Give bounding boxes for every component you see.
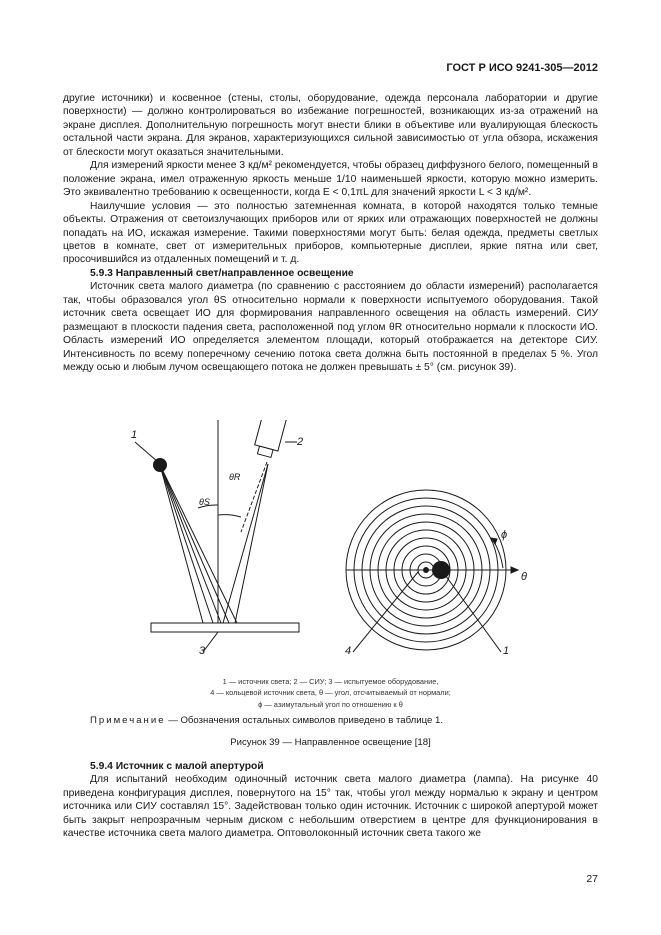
label-1-right: 1 bbox=[503, 645, 510, 657]
paragraph: Наилучшие условия — это полностью затемненная комната, в которой находятся только темные объекты. Отражения от светоизлучающих приборов или от ярких или отражающих поверхностей не должны попадать на ИО, искажая измерение. Такими поверхностями могут быть: белая одежда, предметы светлых цветов в комнате, свет от измерительных приборов, компьютерные дисплеи, яркие пятна или свет, просочившийся из отдаленных помещений и т. д. bbox=[63, 200, 598, 266]
body-text-top bbox=[63, 92, 598, 375]
page-number: 27 bbox=[586, 873, 598, 885]
section-heading: 5.9.3 Направленный свет/направленное освещение bbox=[90, 267, 354, 279]
legend-line-2: 4 — кольцевой источник света, θ — угол, отсчитываемый от нормали; bbox=[210, 688, 451, 698]
paragraph: Для испытаний необходим одиночный источник света малого диаметра (лампа). На рисунке 40 приведена конфигурация дисплея, повернутого на 15° так, чтобы угол между нормалью к экрану и центром источника или СИУ составлял 15°. Задействован только один источник. Источник с широкой апертурой может быть закрыт непрозрачным черным диском с небольшим отверстием в центре для функционирования в качестве источника света малого диаметра. Оптоволоконный источник света такого же bbox=[63, 774, 598, 840]
legend-line-3: ϕ — азимутальный угол по отношению к θ bbox=[258, 699, 403, 709]
source-dot-right bbox=[432, 561, 450, 579]
note-label: Примечание bbox=[90, 715, 166, 726]
figure-legend bbox=[63, 676, 598, 710]
body-text-bottom bbox=[63, 760, 598, 841]
paragraph: другие источники) и косвенное (стены, столы, оборудование, одежда персонала лаборатории и другие поверхности) — должно контролироваться во избежание погрешностей, возникающих из-за отражений на экране дисплея. Дополнительную погрешность могут внести блики в объективе или вуалирующая блескость остальной части экрана. Для экранов, характеризующихся сильной зависимостью от угла обзора, искажения от блескости могут оказаться значительными. bbox=[63, 93, 598, 158]
directional-light-diagram bbox=[63, 420, 598, 660]
figure-note bbox=[90, 715, 443, 726]
legend-line-1: 1 — источник света; 2 — СИУ; 3 — испытуемое оборудование, bbox=[222, 677, 439, 686]
label-theta-r: θR bbox=[229, 472, 241, 482]
section-heading: 5.9.4 Источник с малой апертурой bbox=[90, 761, 264, 772]
figure-39 bbox=[63, 420, 598, 660]
figure-caption: Рисунок 39 — Направленное освещение [18] bbox=[230, 737, 431, 748]
note-text: — Обозначения остальных символов приведено в таблице 1. bbox=[165, 715, 444, 726]
equipment-slab bbox=[151, 623, 299, 632]
label-4: 4 bbox=[345, 645, 352, 657]
light-source-dot bbox=[153, 458, 167, 472]
label-2: 2 bbox=[297, 436, 304, 448]
label-1: 1 bbox=[131, 429, 138, 441]
document-header: ГОСТ Р ИСО 9241-305—2012 bbox=[446, 62, 598, 74]
label-phi: ϕ bbox=[501, 529, 508, 541]
label-theta: θ bbox=[521, 571, 527, 583]
label-3: 3 bbox=[199, 645, 206, 657]
paragraph: Источник света малого диаметра (по сравнению с расстоянием до области измерений) располагается так, чтобы образовался угол θS относительно нормали к поверхности испытуемого оборудования. Такой источник света освещает ИО для формирования направленного освещения на область измерений. СИУ размещают в плоскости падения света, расположенной под углом θR относительно нормали к плоскости ИО. Область измерений ИО определяется элементом площади, который отображается на детекторе СИУ. Интенсивность по всему поперечному сечению потока света должна быть постоянной в пределах 5 %. Угол между осью и любым лучом освещающего потока не должен превышать ± 5° (см. рисунок 39). bbox=[63, 281, 598, 374]
meter-body bbox=[253, 420, 288, 459]
label-theta-s: θS bbox=[199, 497, 210, 507]
paragraph: Для измерений яркости менее 3 кд/м² рекомендуется, чтобы образец диффузного белого, помещенный в положение экрана, имел отраженную яркость меньше 1/10 наименьшей яркости, которую можно измерить. Это эквивалентно требованию к освещенности, когда E < 0,1πL для значений яркости L < 3 кд/м². bbox=[63, 160, 598, 199]
